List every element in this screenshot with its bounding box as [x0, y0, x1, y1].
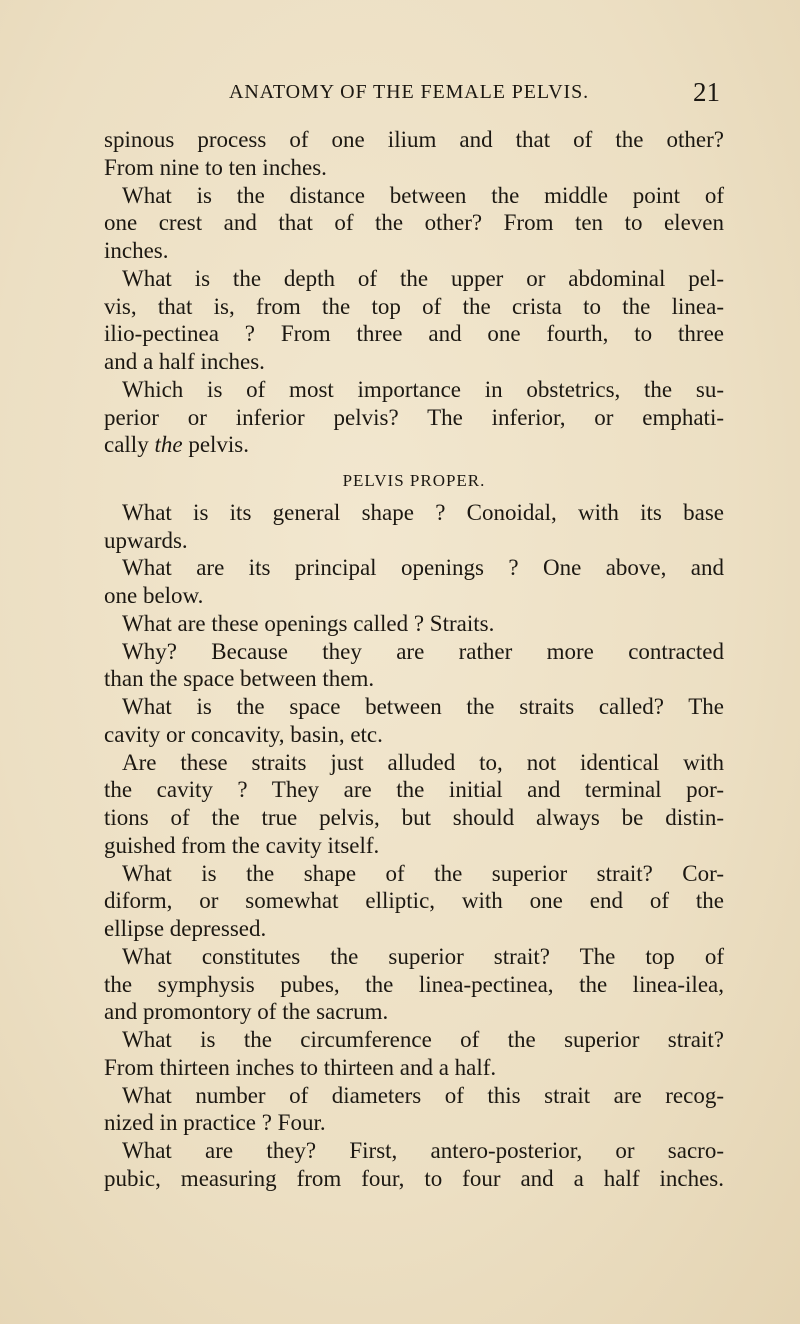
text-line: nized in practice ? Four.	[104, 1110, 326, 1136]
text-line: From nine to ten inches.	[104, 154, 327, 180]
text-line: Which is of most importance in obstetrics, the su-	[122, 376, 724, 402]
text-line: vis, that is, from the top of the crista to the linea-	[104, 293, 724, 319]
text-line: pubic, measuring from four, to four and a half inches.	[104, 1165, 724, 1191]
text-line: tions of the true pelvis, but should always be distin-	[104, 805, 724, 830]
text-line: What is its general shape ? Conoidal, with its base	[122, 499, 724, 525]
text-line: than the space between them.	[104, 666, 375, 692]
text-line: What are its principal openings ? One above, and	[122, 555, 724, 581]
text-line: What number of diameters of this strait are recog-	[122, 1082, 724, 1108]
text-line: cavity or concavity, basin, etc.	[104, 721, 383, 747]
text-line: Why? Because they are rather more contracted	[122, 638, 724, 664]
text-line: ellipse depressed.	[104, 916, 267, 941]
text-line: guished from the cavity itself.	[104, 832, 380, 858]
text-line: What is the circumference of the superior strait?	[122, 1027, 724, 1052]
text-line: What are they? First, antero-posterior, or sacro-	[122, 1138, 724, 1163]
text-line: one crest and that of the other? From ten to eleven	[104, 210, 724, 236]
text-line: What are these openings called ? Straits.	[122, 610, 495, 636]
text-line: inches.	[104, 238, 169, 263]
text-line: one below.	[104, 583, 204, 608]
page-header	[0, 72, 800, 112]
text-line: spinous process of one ilium and that of the other?	[104, 127, 724, 152]
page-number: 21	[693, 77, 720, 107]
text-line: From thirteen inches to thirteen and a half.	[104, 1054, 497, 1080]
text-body	[104, 126, 724, 1193]
running-title: ANATOMY OF THE FEMALE PELVIS.	[229, 81, 590, 103]
text-line: What is the distance between the middle point of	[122, 182, 724, 208]
text-line	[104, 431, 724, 459]
text-line: ilio-pectinea ? From three and one fourth, to three	[104, 321, 724, 347]
text-line: What is the shape of the superior strait? Cor-	[122, 860, 724, 886]
text-line: upwards.	[104, 527, 188, 553]
text-line: the cavity ? They are the initial and terminal por-	[104, 777, 724, 803]
text-line-content: cally the pelvis.	[104, 432, 250, 458]
text-line: and promontory of the sacrum.	[104, 999, 389, 1025]
text-line: What is the space between the straits called? The	[122, 694, 724, 719]
text-line: the symphysis pubes, the linea-pectinea, the linea-ilea,	[104, 971, 724, 997]
text-line: What is the depth of the upper or abdominal pel-	[122, 265, 724, 291]
text-line: and a half inches.	[104, 349, 265, 374]
section-heading: PELVIS PROPER.	[342, 471, 486, 490]
text-line: What constitutes the superior strait? The top of	[122, 943, 724, 969]
text-line: Are these straits just alluded to, not identical with	[122, 749, 724, 775]
text-line: diform, or somewhat elliptic, with one end of the	[104, 888, 724, 914]
text-line: perior or inferior pelvis? The inferior, or emphati-	[104, 404, 724, 430]
